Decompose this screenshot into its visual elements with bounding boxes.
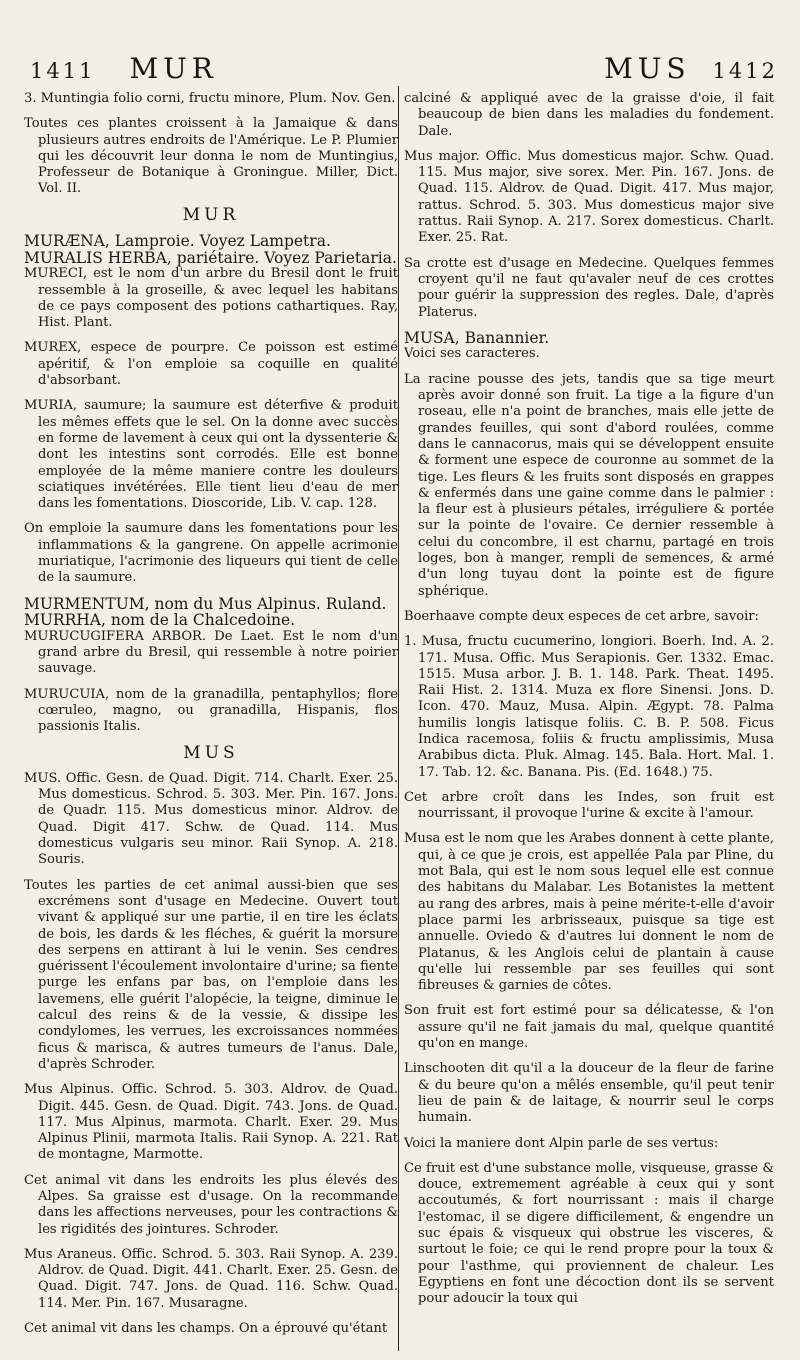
column-divider: [398, 86, 399, 1351]
text-paragraph: Toutes les parties de cet animal aussi-bien que ses excrémens sont d'usage en Medecine. Ouvert tout vivant & appliqué sur une partie, il en tire les éclats de bois, les dards & les fléches, & guérit la morsure des serpens en attirant à lui le venin. Ses cendres guérissent l'écoulement involontaire d'urine; sa fiente purge les enfans par bas, on l'emploie dans les lavemens, elle guérit l'alopécie, la teigne, diminue le calcul des reins & de la vessie, & dissipe les condylomes, les verrues, les excroissances nommées ficus & marisca, & autres tumeurs de l'anus. Dale, d'après Schroder.: [24, 877, 398, 1072]
text-paragraph: Mus Araneus. Offic. Schrod. 5. 303. Raii Synop. A. 239. Aldrov. de Quad. Digit. 441. Charlt. Exer. 25. Gesn. de Quad. Digit. 747. Jons. de Quad. 116. Schw. Quad. 114. Mer. Pin. 167. Musaragne.: [24, 1246, 398, 1311]
left-header-word: MUR: [129, 52, 218, 85]
text-paragraph: MURUCUIA, nom de la granadilla, pentaphyllos; flore cœruleo, magno, ou granadilla, Hispanis, flos passionis Italis.: [24, 686, 398, 735]
text-paragraph: Son fruit est fort estimé pour sa délicatesse, & l'on assure qu'il ne fait jamais du mal, quelque quantité qu'on en mange.: [404, 1003, 774, 1052]
left-page-number: 1411: [30, 59, 96, 83]
text-paragraph: Sa crotte est d'usage en Medecine. Quelques femmes croyent qu'il ne faut qu'avaler neuf de ces crottes pour guérir la suppression des regles. Dale, d'après Platerus.: [404, 255, 774, 320]
section-heading: MUR: [182, 204, 240, 225]
text-paragraph: Cet arbre croît dans les Indes, son fruit est nourrissant, il provoque l'urine & excite à l'amour.: [404, 789, 774, 822]
text-paragraph: MURIA, saumure; la saumure est déterfive & produit les mêmes effets que le sel. On la donne avec succès en forme de lavement à ceux qui ont la dyssenterie & dont les intestins sont corrodés. Elle est bonne employée de la même maniere contre les douleurs sciatiques invétérées. Elle tient lieu d'eau de mer dans les fomentations. Dioscoride, Lib. V. cap. 128.: [24, 398, 398, 512]
text-paragraph: Linschooten dit qu'il a la douceur de la fleur de farine & du beure qu'on a mêlés ensemble, qu'il peut tenir lieu de pain & de laitage, & nourrir seul le corps humain.: [404, 1061, 774, 1126]
right-text-column: [404, 91, 774, 1316]
text-paragraph: Voici ses caracteres.: [404, 346, 540, 362]
text-paragraph: La racine pousse des jets, tandis que sa tige meurt après avoir donné son fruit. La tige a la figure d'un roseau, elle n'a point de branches, mais elle jette de grandes feuilles, qui sont d'abord roulées, comme dans le cannacorus, mais qui se développent ensuite & forment une espece de couronne au sommet de la tige. Les fleurs & les fruits sont disposés en grappes & enfermés dans une gaine comme dans le palmier : la fleur est à plusieurs pétales, irréguliere & portée sur la pointe de l'ovaire. Ce dernier ressemble à celui du concombre, il est charnu, partagé en trois loges, bon à manger, rempli de semences, & armé d'un long tuyau dont la pointe est de figure sphérique.: [404, 371, 774, 599]
text-paragraph: 1. Musa, fructu cucumerino, longiori. Boerh. Ind. A. 2. 171. Musa. Offic. Mus Serapionis. Ger. 1332. Emac. 1515. Musa arbor. J. B. 1. 148. Park. Theat. 1495. Raii Hist. 2. 1314. Muza ex flore Sinensi. Jons. D. Icon. 470. Mauz, Musa. Alpin. Ægypt. 78. Palma humilis longis latisque foliis. C. B. P. 508. Ficus Indica racemosa, foliis & fructu amplissimis, Musa Arabibus dicta. Pluk. Almag. 145. Bala. Hort. Mal. 1. 17. Tab. 12. &c. Banana. Pis. (Ed. 1648.) 75.: [404, 634, 774, 780]
text-paragraph: Voici la maniere dont Alpin parle de ses vertus:: [404, 1135, 719, 1151]
headword-entry: MURÆNA, Lamproie. Voyez Lampetra.: [24, 232, 331, 251]
text-paragraph: MUS. Offic. Gesn. de Quad. Digit. 714. Charlt. Exer. 25. Mus domesticus. Schrod. 5. 303. Mer. Pin. 167. Jons. de Quadr. 115. Mus domesticus minor. Aldrov. de Quad. Digit 417. Schw. de Quad. 114. Mus domesticus vulgaris seu minor. Raii Synop. A. 218. Souris.: [24, 770, 398, 868]
text-paragraph: MUREX, espece de pourpre. Ce poisson est estimé apéritif, & l'on emploie sa coquille en qualité d'absorbant.: [24, 340, 398, 389]
text-paragraph: Ce fruit est d'une substance molle, visqueuse, grasse & douce, extremement agréable à ceux qui y sont accoutumés, & fort nourrissant : mais il charge l'estomac, il se digere difficilement, & engendre un suc épais & visqueux qui obstrue les visceres, & surtout le foie; ce qui le rend propre pour la toux & pour l'asthme, qui proviennent de chaleur. Les Egyptiens en font une décoction dont ils se servent pour adoucir la toux qui: [404, 1160, 774, 1307]
right-running-header: [604, 52, 778, 92]
left-text-column: [24, 91, 398, 1346]
headword-entry: MURALIS HERBA, pariétaire. Voyez Parietaria.: [24, 248, 397, 267]
text-paragraph: 3. Muntingia folio corni, fructu minore, Plum. Nov. Gen.: [24, 91, 396, 106]
text-paragraph: Mus major. Offic. Mus domesticus major. Schw. Quad. 115. Mus major, sive sorex. Mer. Pin. 167. Jons. de Quad. 115. Aldrov. de Quad. Digit. 417. Mus major, rattus. Schrod. 5. 303. Mus domesticus major sive rattus. Raii Synop. A. 217. Sorex domesticus. Charlt. Exer. 25. Rat.: [404, 148, 774, 246]
section-heading: MUS: [183, 742, 239, 763]
right-page-number: 1412: [712, 59, 778, 83]
text-paragraph: Cet animal vit dans les champs. On a éprouvé qu'étant: [24, 1321, 388, 1337]
headword-entry: MURMENTUM, nom du Mus Alpinus. Ruland.: [24, 594, 387, 613]
text-paragraph: MURECI, est le nom d'un arbre du Bresil dont le fruit ressemble à la groseille, & avec lequel les habitans de ce pays composent des potions cathartiques. Ray, Hist. Plant.: [24, 266, 398, 331]
headword-entry: MURRHA, nom de la Chalcedoine.: [24, 611, 296, 630]
text-paragraph: Mus Alpinus. Offic. Schrod. 5. 303. Aldrov. de Quad. Digit. 445. Gesn. de Quad. Digit. 743. Jons. de Quad. 117. Mus Alpinus, marmota. Charlt. Exer. 29. Mus Alpinus Plinii, marmota Italis. Raii Synop. A. 221. Rat de montagne, Marmotte.: [24, 1082, 398, 1163]
text-paragraph: Toutes ces plantes croissent à la Jamaique & dans plusieurs autres endroits de l'Amérique. Le P. Plumier qui les découvrit leur donna le nom de Muntingius, Professeur de Botanique à Groningue. Miller, Dict. Vol. II.: [24, 116, 398, 197]
left-running-header: [30, 52, 218, 92]
headword-entry: MUSA, Banannier.: [404, 328, 550, 347]
text-paragraph: Boerhaave compte deux especes de cet arbre, savoir:: [404, 608, 759, 624]
text-paragraph: Cet animal vit dans les endroits les plus élevés des Alpes. Sa graisse est d'usage. On la recommande dans les affections nerveuses, pour les contractions & les rigidités des jointures. Schroder.: [24, 1172, 398, 1237]
text-paragraph: On emploie la saumure dans les fomentations pour les inflammations & la gangrene. On appelle acrimonie muriatique, l'acrimonie des liqueurs qui tient de celle de la saumure.: [24, 521, 398, 586]
text-paragraph: Musa est le nom que les Arabes donnent à cette plante, qui, à ce que je crois, est appellée Pala par Pline, du mot Bala, qui est le nom sous lequel elle est connue des habitans du Malabar. Les Botanistes la mettent au rang des arbres, mais à peine mérite-t-elle d'avoir place parmi les arbrisseaux, puisque sa tige est annuelle. Oviedo & d'autres lui donnent le nom de Platanus, & les Anglois celui de plantain à cause qu'elle lui ressemble par ses feuilles qui sont fibreuses & garnies de côtes.: [404, 831, 774, 994]
text-paragraph: MURUCUGIFERA ARBOR. De Laet. Est le nom d'un grand arbre du Bresil, qui ressemble à notre poirier sauvage.: [24, 628, 398, 677]
text-paragraph: calciné & appliqué avec de la graisse d'oie, il fait beaucoup de bien dans les maladies du fondement. Dale.: [404, 91, 774, 139]
right-header-word: MUS: [604, 52, 691, 85]
